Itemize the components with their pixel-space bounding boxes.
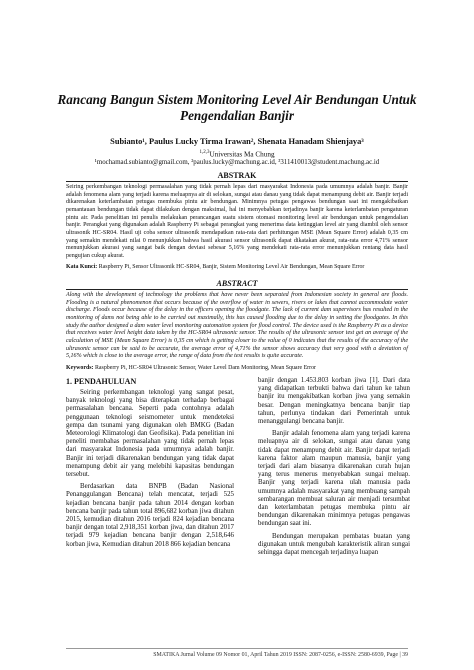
paragraph: Banjir adalah fenomena alam yang terjadi karena meluapnya air di selokan, sungai atau danau yang tidak dapat menampung debit air. Banjir dapat terjadi karena faktor alam maupun manusia, banjir yang terjadi dari alam biasanya dikarenakan curah hujan yang terus menerus menyebabkan sungai meluap. Banjir yang terjadi karena ulah manusia pada umumnya adalah masyarakat yang membuang sampah sembarangan membuat saluran air menjadi tersumbat dan keterlambatan petugas membuka pintu air bendungan dikarenakan minimnya petugas pengawas bendungan saat ini. xyxy=(258,430,410,528)
footer-rule xyxy=(66,648,408,649)
affiliation-text: Universitas Ma Chung xyxy=(209,150,275,159)
kata-kunci-text: Raspberry Pi, Sensor Ultrasonik HC-SR04, Banjir, Sistem Monitoring Level Air Bendungan, Mean Square Error xyxy=(98,264,365,270)
abstrak-heading: ABSTRAK xyxy=(217,171,257,180)
abstract-heading: ABSTRACT xyxy=(216,279,258,288)
paper-title xyxy=(36,92,438,124)
keywords-label: Keywords: xyxy=(66,365,94,371)
abstrak-rule xyxy=(66,181,408,182)
abstract-text: Along with the development of technology the problems that have never been separated from Indonesian society in general are floods. Flooding is a natural phenomenon that occurs because of the overflow of water in sewers, rivers or lakes that cannot accommodate water discharge. Floods occur because of the delay in the officers opening the floodgate. The lack of current dam supervisors has resulted in the monitoring of dams not being able to be carried out maximally, this has caused flooding due to the delay in setting the floodgates. In this study the author designed a dam water level monitoring automation system for flood control. The device used is the Raspberry Pi as a device that receives water level height data taken by the HC-SR04 ultrasonic sensor. The results of the ultrasonic sensor test get an average of the calculation of MSE (Mean Square Error) is 0,35 cm which is getting closer to the value of 0 indicates that the results of the accuracy of the ultrasonic sensor can be said to be accurate, the average error of 4,71% the sensor shows accuracy that very good with a deviation of 5,16% which is close to the average error, the range of data from the test results is quite accurate. xyxy=(66,292,408,360)
paragraph: banjir dengan 1.453.803 korban jiwa [1]. Dari data yang didapatkan terbukti bahwa dari tahun ke tahun banjir itu mengakibatkan korban jiwa yang semakin besar. Dengan meningkatnya bencana banjir tiap tahun, perlunya tindakan dari Pemerintah untuk menanggulangi bencana banjir. xyxy=(258,377,410,426)
title-line-2: Pengendalian Banjir xyxy=(180,108,294,123)
left-column xyxy=(66,377,234,553)
kata-kunci-label: Kata Kunci: xyxy=(66,264,98,270)
section-heading: 1. PENDAHULUAN xyxy=(66,377,137,386)
affiliation-number: 1,2,3 xyxy=(199,150,210,155)
abstrak-text: Seiring perkembangan teknologi permasalahan yang tidak pernah lepas dari masyarakat Indonesia pada umumnya adalah banjir. Banjir adalah fenomena alam yang terjadi karena meluapnya air di selokan, sungai atau danau yang tidak dapat menampung debit air. Banjir terjadi dikarenakan keterlambatan petugas membuka pintu air bendungan. Minimnya petugas pengawas bendungan saat ini mengakibatkan pemantauan bendungan tidak dapat dilakukan dengan maksimal, hal ini menyebabkan terjadinya banjir karena keterlambatan pengaturan pintu air. Pada penelitian ini penulis melakukan perancangan suatu sistem otomasi monitoring level air bendungan untuk pengendalian banjir. Perangkat yang digunakan adalah Raspberry Pi sebagai perangkat yang menerima data ketinggian level air yang diambil oleh sensor ultrasonik HC-SR04. Hasil uji coba sensor ultrasonik mendapatkan rata-rata dari perhitungan MSE (Mean Square Error) adalah 0,35 cm yang semakin mendekati nilai 0 menunjukkan bahwa hasil akurasi sensor ultrasonik dapat dikatakan akurat, rata-rata error 4,71% sensor menunjukkan akurasi yang sangat baik dengan deviasi sebesar 5,16% yang mendekati rata-rata error menunjukkan rentang data hasil pengujian cukup akurat. xyxy=(66,184,408,259)
keywords xyxy=(66,365,408,372)
abstract-rule xyxy=(66,289,408,290)
page-footer: SMATIKA Jurnal Volume 09 Nomor 01, April Tahun 2019 ISSN: 2087-0256, e-ISSN: 2580-6939, Page | 39 xyxy=(153,652,408,658)
kata-kunci xyxy=(66,264,408,271)
authors: Subianto¹, Paulus Lucky Tirma Irawan², Shenata Hanadam Shienjaya³ xyxy=(110,137,364,146)
paragraph: Berdasarkan data BNPB (Badan Nasional Penanggulangan Bencana) telah mencatat, terjadi 525 kejadian bencana banjir pada tahun 2014 dengan korban bencana banjir pada tahun total 896,682 korban jiwa ditahun 2015, kemudian ditahun 2016 terjadi 824 kejadian bencana banjir dengan total 2,918,351 korban jiwa, dan ditahun 2017 terjadi 979 kejadian bencana banjir dengan 2,518,646 korban jiwa, Kemudian ditahun 2018 866 kejadian bencana xyxy=(66,483,234,548)
title-line-1: Rancang Bangun Sistem Monitoring Level Air Bendungan Untuk xyxy=(57,92,417,107)
right-column xyxy=(258,377,410,561)
paragraph: Seiring perkembangan teknologi yang sangat pesat, banyak teknologi yang bisa diterapkan terhadap berbagai permasalahan bencana. Seperti pada contohnya adalah penggunaan teknologi seismometer untuk mendeteksi gempa dan tsunami yang digunakan oleh BMKG (Badan Meteorologi Klimatologi dan Geofisika). Pada penelitian ini peneliti membahas permasalahan yang tidak pernah lepas dari masyarakat Indonesia pada umumnya adalah banjir. Banjir ini terjadi dikarenakan bendungan yang tidak dapat menampung debit air yang melebihi kapasitas bendungan tersebut. xyxy=(66,389,234,479)
author-emails: ¹mochamad.subianto@gmail.com, ²paulus.lucky@machung.ac.id, ³311410013@student.machung.ac.id xyxy=(94,159,380,166)
paragraph: Bendungan merupakan pembatas buatan yang digunakan untuk mengubah karakteristik aliran sungai sehingga dapat mencegah terjadinya luapan xyxy=(258,532,410,557)
keywords-text: Raspberry Pi, HC-SR04 Ultrasonic Sensor, Water Level Dam Monitoring, Mean Square Error xyxy=(94,365,317,371)
